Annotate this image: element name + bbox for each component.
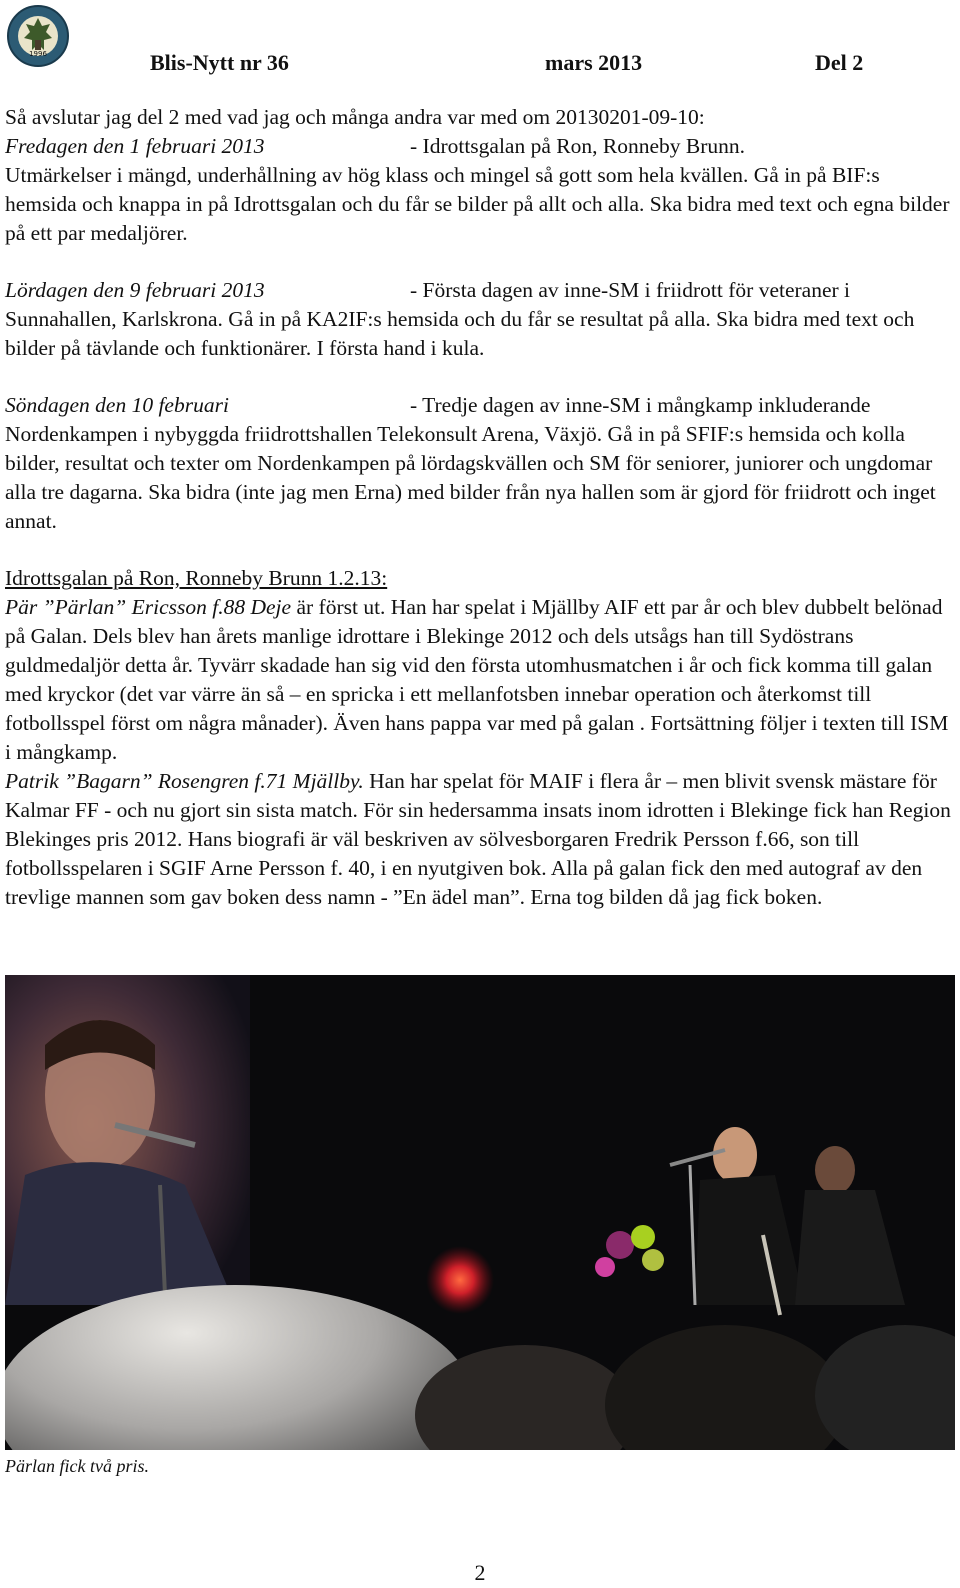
event-2 xyxy=(5,276,951,305)
event-3-headline: - Tredje dagen av inne-SM i mångkamp inkluderande xyxy=(410,393,871,417)
issue-part: Del 2 xyxy=(815,50,864,75)
profile-1-text: är först ut. Han har spelat i Mjällby AIF ett par år och blev dubbelt belönad på Galan. Dels blev han årets manlige idrottare i Blekinge 2012 och dels utsågs han till Sydöstrans guldmedaljör detta år. Tyvärr skadade han sig vid den första utomhusmatchen i år och fick komma till galan med kryckor (det var värre än så – en spricka i ett mellanfotsben innebar operation och återkomst till fotbollsspel först om några månader). Även hans pappa var med på galan . Fortsättning följer i texten till ISM i mångkamp. xyxy=(5,595,949,764)
section-heading: Idrottsgalan på Ron, Ronneby Brunn 1.2.13: xyxy=(5,566,388,590)
profile-1 xyxy=(5,593,951,767)
profile-2-text: Han har spelat för MAIF i flera år – men blivit svensk mästare för Kalmar FF - och nu gjort sin sista match. För sin hedersamma insats inom idrotten i Blekinge fick han Region Blekinges pris 2012. Hans biografi är väl beskriven av sölvesborgaren Fredrik Persson f.66, son till fotbollsspelaren i SGIF Arne Persson f. 40, i en nyutgiven bok. Alla på galan fick den med autograf av den trevlige mannen som gav boken dess namn - ”En ädel man”. Erna tog bilden då jag fick boken. xyxy=(5,769,951,909)
newsletter-title: Blis-Nytt nr 36 xyxy=(150,50,289,75)
society-logo xyxy=(6,4,70,68)
event-3 xyxy=(5,391,951,420)
profile-1-name: Pär ”Pärlan” Ericsson f.88 Deje xyxy=(5,595,292,619)
gala-photo xyxy=(5,975,955,1450)
event-1-date: Fredagen den 1 februari 2013 xyxy=(5,134,265,158)
event-1-headline: - Idrottsgalan på Ron, Ronneby Brunn. xyxy=(410,134,745,158)
event-1-text: Utmärkelser i mängd, underhållning av hög klass och mingel så gott som hela kvällen. Gå in på BIF:s hemsida och knappa in på Idrottsgalan och du får se bilder på allt och alla. Ska bidra med text och egna bilder på ett par medaljörer. xyxy=(5,163,950,245)
event-2-text: Sunnahallen, Karlskrona. Gå in på KA2IF:s hemsida och du får se resultat på alla. Ska bidra med text och bilder på tävlande och funktionärer. I första hand i kula. xyxy=(5,307,915,360)
intro-paragraph: Så avslutar jag del 2 med vad jag och många andra var med om 20130201-09-10: xyxy=(5,105,705,129)
page-header xyxy=(150,50,862,80)
article-body xyxy=(5,103,951,912)
event-2-date: Lördagen den 9 februari 2013 xyxy=(5,278,265,302)
event-3-date: Söndagen den 10 februari xyxy=(5,393,229,417)
issue-date: mars 2013 xyxy=(545,50,643,75)
event-3-text: Nordenkampen i nybyggda friidrottshallen Telekonsult Arena, Växjö. Gå in på SFIF:s hemsida och kolla bilder, resultat och texter om Nordenkampen på lördagskvällen och SM för seniorer, juniorer och ungdomar alla tre dagarna. Ska bidra (inte jag men Erna) med bilder från nya hallen som är gjord för friidrott och inget annat. xyxy=(5,422,936,533)
event-1 xyxy=(5,132,951,161)
profile-2 xyxy=(5,767,951,912)
photo-caption: Pärlan fick två pris. xyxy=(5,1456,149,1476)
event-2-headline: - Första dagen av inne-SM i friidrott för veteraner i xyxy=(410,278,851,302)
page-number: 2 xyxy=(474,1560,486,1585)
logo-year: 1996 xyxy=(29,50,47,58)
profile-2-name: Patrik ”Bagarn” Rosengren f.71 Mjällby. xyxy=(5,769,364,793)
